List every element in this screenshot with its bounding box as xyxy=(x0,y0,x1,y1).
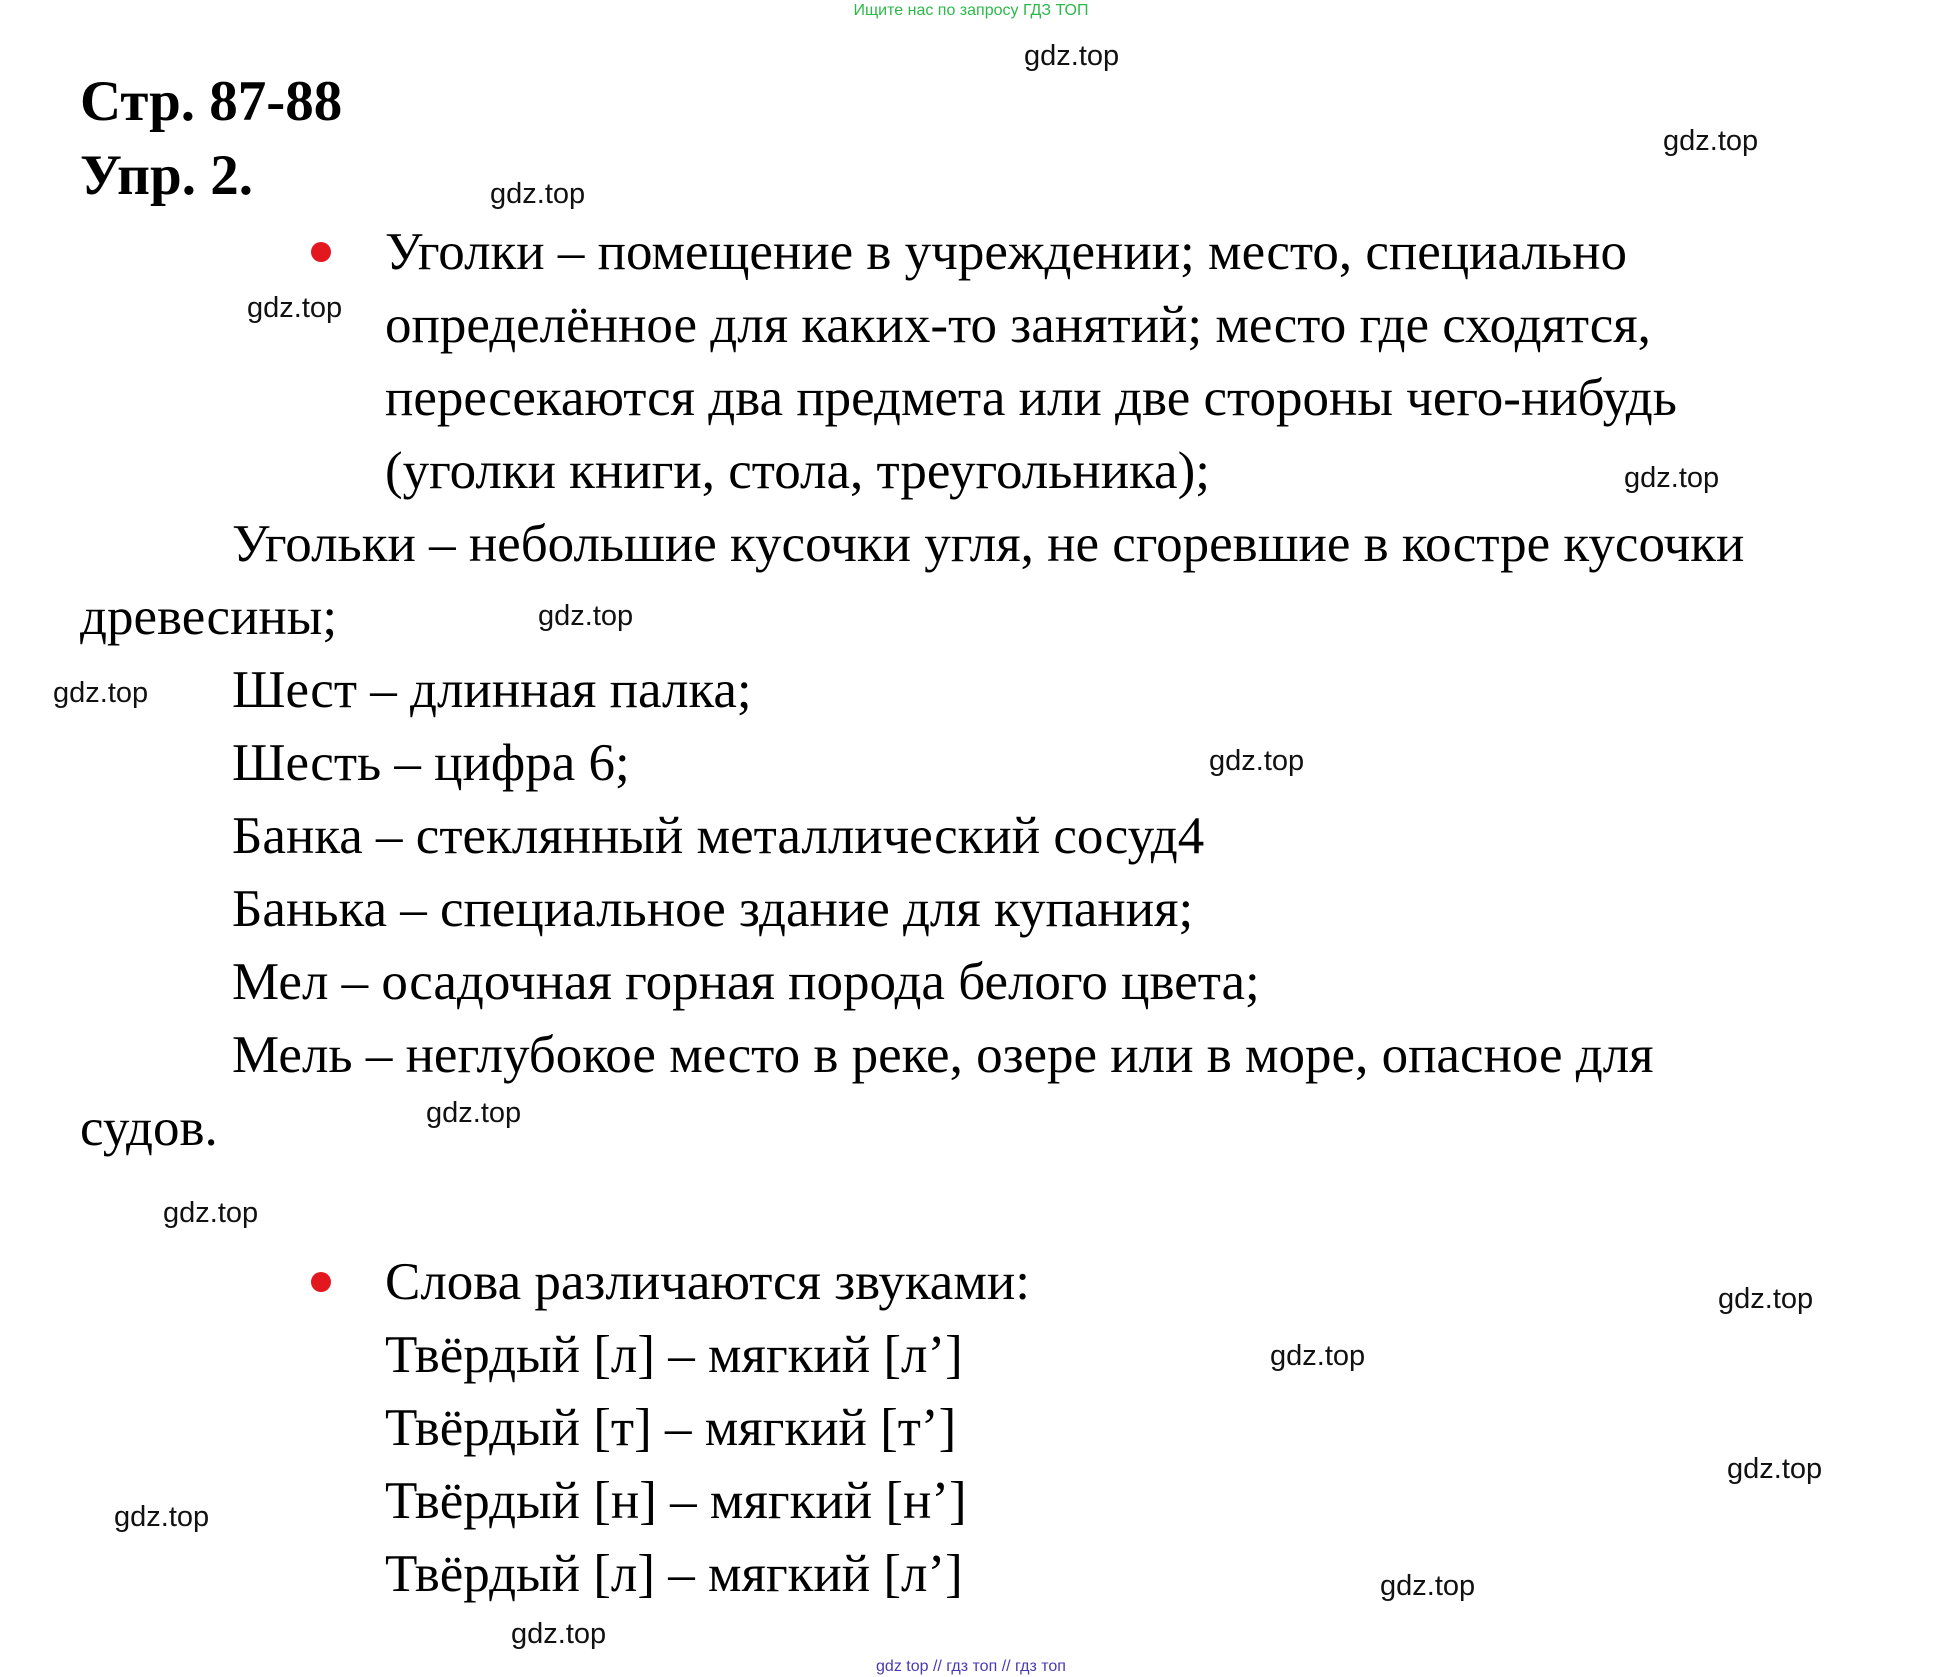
section2-title: Слова различаются звуками: xyxy=(385,1253,1030,1311)
sound-pair-line: Твёрдый [т] – мягкий [т’] xyxy=(385,1399,957,1457)
definition-line: Шесть – цифра 6; xyxy=(232,734,630,792)
definition-line: Банька – специальное здание для купания; xyxy=(232,880,1194,938)
watermark: gdz.top xyxy=(426,1097,522,1129)
watermark: gdz.top xyxy=(163,1197,259,1229)
watermark: gdz.top xyxy=(538,600,634,632)
definition-line: Уголки – помещение в учреждении; место, специально xyxy=(385,223,1628,281)
definition-line: древесины; xyxy=(80,588,338,646)
watermark: gdz.top xyxy=(511,1618,607,1650)
definition-line: пересекаются два предмета или две стороны чего-нибудь xyxy=(385,369,1677,427)
definition-line: (уголки книги, стола, треугольника); xyxy=(385,442,1210,500)
sound-pair-line: Твёрдый [н] – мягкий [н’] xyxy=(385,1472,967,1530)
watermark: gdz.top xyxy=(1024,40,1120,72)
sound-pair-line: Твёрдый [л] – мягкий [л’] xyxy=(385,1545,963,1603)
watermark: gdz.top xyxy=(1663,125,1759,157)
watermark: gdz.top xyxy=(1209,745,1305,777)
definition-line: Мел – осадочная горная порода белого цвета; xyxy=(232,953,1260,1011)
watermark: gdz.top xyxy=(53,677,149,709)
watermark: gdz.top xyxy=(1624,462,1720,494)
watermark: gdz.top xyxy=(1270,1340,1366,1372)
bullet-dot-1 xyxy=(311,242,331,262)
page-reference: Стр. 87-88 xyxy=(80,70,343,133)
watermark: gdz.top xyxy=(1727,1453,1823,1485)
watermark: gdz.top xyxy=(490,178,586,210)
definition-line: Банка – стеклянный металлический сосуд4 xyxy=(232,807,1205,865)
definition-line: Шест – длинная палка; xyxy=(232,661,752,719)
definition-line: Угольки – небольшие кусочки угля, не сгоревшие в костре кусочки xyxy=(232,515,1745,573)
bullet-dot-2 xyxy=(311,1272,331,1292)
definition-line: Мель – неглубокое место в реке, озере или в море, опасное для xyxy=(232,1026,1654,1084)
exercise-number: Упр. 2. xyxy=(80,144,253,207)
watermark: gdz.top xyxy=(1718,1283,1814,1315)
watermark: gdz.top xyxy=(114,1501,210,1533)
watermark: gdz.top xyxy=(1380,1570,1476,1602)
watermark: gdz.top xyxy=(247,292,343,324)
sound-pair-line: Твёрдый [л] – мягкий [л’] xyxy=(385,1326,963,1384)
top-banner: Ищите нас по запросу ГДЗ ТОП xyxy=(853,2,1089,19)
definition-line: определённое для каких-то занятий; место где сходятся, xyxy=(385,296,1651,354)
definition-line: судов. xyxy=(80,1099,218,1157)
footer-links: gdz top // гдз топ // гдз топ xyxy=(876,1658,1066,1675)
